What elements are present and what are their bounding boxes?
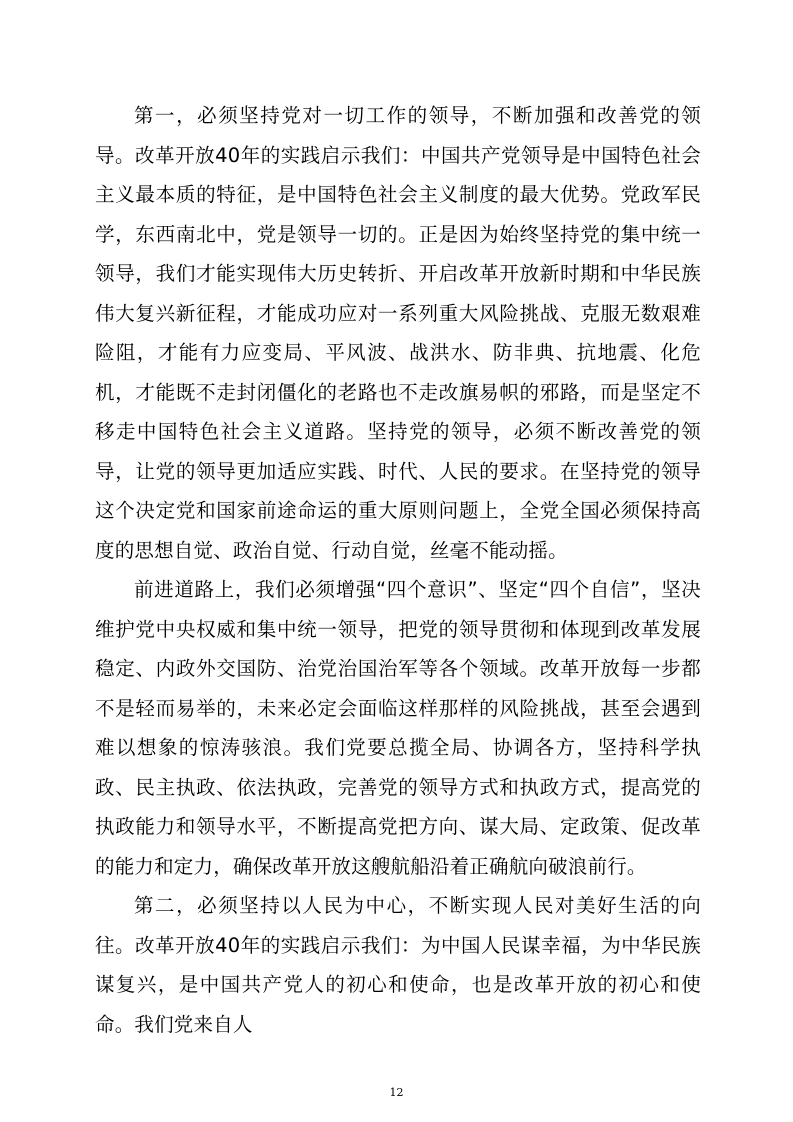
paragraph-3: 第二，必须坚持以人民为中心，不断实现人民对美好生活的向往。改革开放40年的实践启示我们：为中国人民谋幸福，为中华民族谋复兴，是中国共产党人的初心和使命，也是改革开放的初心和使命。我们党来自人 xyxy=(95,894,701,1036)
page-number: 12 xyxy=(389,1086,404,1099)
paragraph-1: 第一，必须坚持党对一切工作的领导，不断加强和改善党的领导。改革开放40年的实践启示我们：中国共产党领导是中国特色社会主义最本质的特征，是中国特色社会主义制度的最大优势。党政军民学，东西南北中，党是领导一切的。正是因为始终坚持党的集中统一领导，我们才能实现伟大历史转折、开启改革开放新时期和中华民族伟大复兴新征程，才能成功应对一系列重大风险挑战、克服无数艰难险阻，才能有力应变局、平风波、战洪水、防非典、抗地震、化危机，才能既不走封闭僵化的老路也不走改旗易帜的邪路，而是坚定不移走中国特色社会主义道路。坚持党的领导，必须不断改善党的领导，让党的领导更加适应实践、时代、人民的要求。在坚持党的领导这个决定党和国家前途命运的重大原则问题上，全党全国必须保持高度的思想自觉、政治自觉、行动自觉，丝毫不能动摇。 xyxy=(95,104,701,562)
body-text xyxy=(95,96,701,1044)
paragraph-2: 前进道路上，我们必须增强“四个意识”、坚定“四个自信”，坚决维护党中央权威和集中统一领导，把党的领导贯彻和体现到改革发展稳定、内政外交国防、治党治国治军等各个领域。改革开放每一步都不是轻而易举的，未来必定会面临这样那样的风险挑战，甚至会遇到难以想象的惊涛骇浪。我们党要总揽全局、协调各方，坚持科学执政、民主执政、依法执政，完善党的领导方式和执政方式，提高党的执政能力和领导水平，不断提高党把方向、谋大局、定政策、促改革的能力和定力，确保改革开放这艘航船沿着正确航向破浪前行。 xyxy=(95,578,701,878)
